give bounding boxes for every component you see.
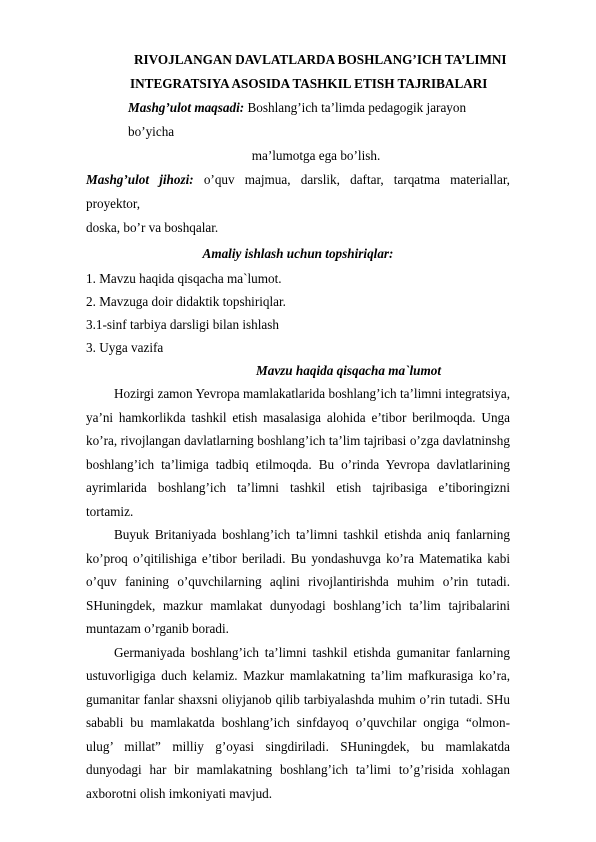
task-item: 3.1-sinf tarbiya darsligi bilan ishlash bbox=[86, 317, 280, 332]
tasks-list bbox=[86, 267, 510, 359]
goal-text: Boshlang’ich ta’limda pedagogik jarayon bo’yicha bbox=[128, 100, 467, 139]
paragraph: Buyuk Britaniyada boshlang’ich ta’limni tashkil etishda aniq fanlarning ko’proq o’qitilishiga e’tibor beriladi. Bu yondashuvga ko’ra Matematika kabi o’quv fanining o’quvchilarning aqlini rivojlantirishda muhim o’rin tutadi. SHuningdek, mazkur mamlakat dunyodagi boshlang’ich ta’lim tajribalarini muntazam o’rganib boradi. bbox=[86, 527, 510, 636]
task-item: 1. Mavzu haqida qisqacha ma`lumot. bbox=[86, 271, 282, 286]
goal-label: Mashg’ulot maqsadi: bbox=[128, 100, 245, 115]
document-content bbox=[86, 48, 510, 805]
paragraph: Hozirgi zamon Yevropa mamlakatlarida boshlang’ich ta’limni integratsiya, ya’ni hamkorlikda tashkil etish masalasiga alohida e’tibor berilmoqda. Unga ko’ra, rivojlangan davlatlarning boshlang’ich ta’lim tajribasi o’zga davlatninshg boshlang’ich ta’limiga tadbiq etilmoqda. Bu o’rinda Yevropa davlatlarining ayrimlarida boshlang’ich ta’limni tashkil etish tajribasiga e’tiboringizni tortamiz. bbox=[86, 386, 510, 519]
paragraph: Germaniyada boshlang’ich ta’limni tashkil etishda gumanitar fanlarning ustuvorligiga duch kelamiz. Mazkur mamlakatning ta’lim mafkurasiga ko’ra, gumanitar fanlar shaxsni oliyjanob qilib tarbiyalashda muhim o’rin tutadi. SHu sababli bu mamlakatda boshlang’ich sinfdayoq o’quvchilar ongiga “olmon- ulug’ millat” milliy g’oyasi singdiriladi. SHuningdek, bu mamlakatda dunyodagi har bir mamlakatning boshlang’ich ta’limi to’g’risida xohlagan axborotni olish imkoniyati mavjud. bbox=[86, 644, 510, 801]
title-line-2: INTEGRATSIYA ASOSIDA TASHKIL ETISH TAJRIBALARI bbox=[130, 76, 488, 91]
goal-text-continued: ma’lumotga ega bo’lish. bbox=[251, 148, 381, 163]
goal-line bbox=[86, 96, 510, 144]
tasks-heading: Amaliy ishlash uchun topshiriqlar: bbox=[202, 246, 394, 261]
equipment-text-continued: doska, bo’r va boshqalar. bbox=[86, 220, 219, 235]
section-heading: Mavzu haqida qisqacha ma`lumot bbox=[256, 363, 442, 378]
equipment-line bbox=[86, 168, 510, 216]
task-item: 2. Mavzuga doir didaktik topshiriqlar. bbox=[86, 294, 286, 309]
equipment-label: Mashg’ulot jihozi: bbox=[86, 172, 194, 187]
title-line-1: RIVOJLANGAN DAVLATLARDA BOSHLANG’ICH TA’LIMNI bbox=[134, 52, 507, 67]
equipment-text: o’quv majmua, darslik, daftar, tarqatma materiallar, proyektor, bbox=[86, 172, 510, 211]
task-item: 3. Uyga vazifa bbox=[86, 340, 164, 355]
